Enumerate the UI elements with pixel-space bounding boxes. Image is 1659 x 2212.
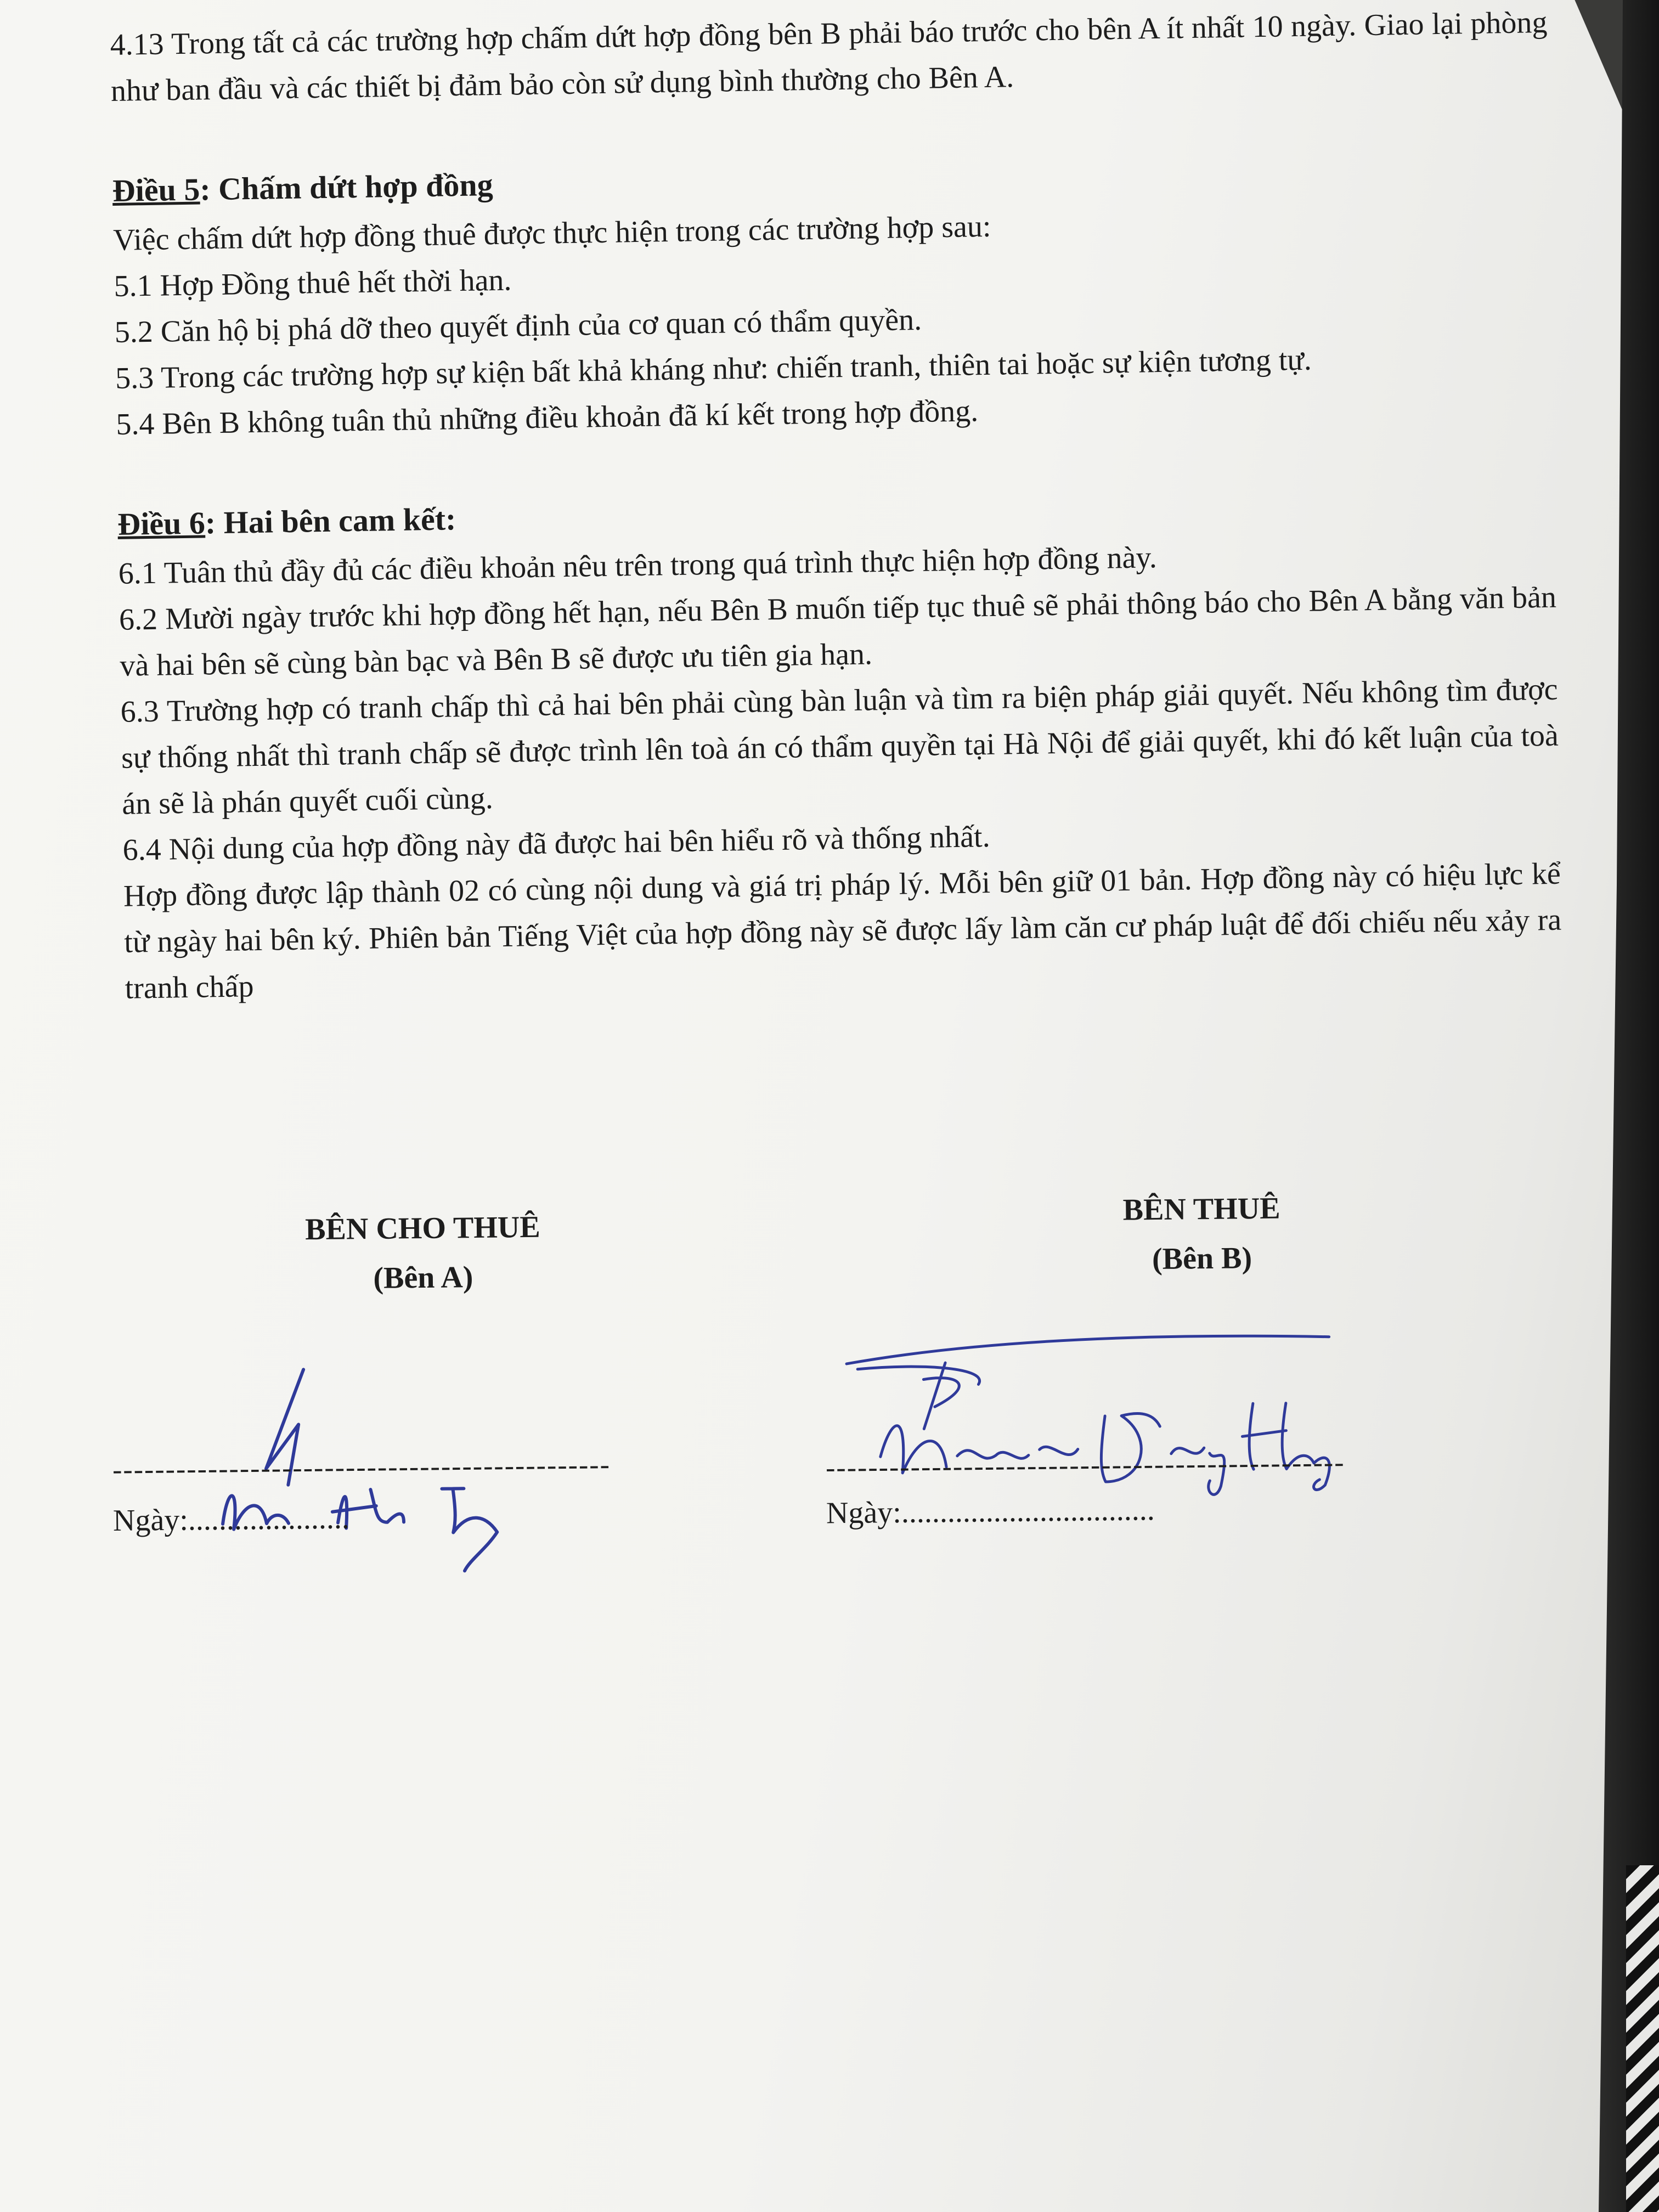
article-5-title: : Chấm dứt hợp đồng [199,167,494,207]
clause-6-3: 6.3 Trường hợp có tranh chấp thì cả hai bên phải cùng bàn luận và tìm ra biện pháp giải quyết. Nếu không tìm được sự thống nhất thì tranh chấp sẽ được trình lên toà án có thẩm quyền tại Hà Nội để giải quyết, khi đó kết luận của toà án sẽ là phán quyết cuối cùng. [120,672,1559,821]
lessor-signature-line: ----------------------------------------------- [112,1449,611,1486]
lessee-date: Ngày:................................. [826,1493,1155,1531]
article-5-number: Điều 5 [112,171,200,208]
clause-6-1: 6.1 Tuân thủ đầy đủ các điều khoản nêu trên trong quá trình thực hiện hợp đồng này. [118,540,1158,591]
clause-6-2: 6.2 Mười ngày trước khi hợp đồng hết hạn, nếu Bên B muốn tiếp tục thuê sẽ phải thông báo cho Bên A bằng văn bản và hai bên sẽ cùng bàn bạc và Bên B sẽ được ưu tiên gia hạn. [119,580,1557,683]
lessor-signature [155,1300,651,1579]
lessee-signature-line: ------------------------------------------------- [825,1447,1345,1484]
lessor-title: BÊN CHO THUÊ [304,1210,540,1247]
closing-paragraph: Hợp đồng được lập thành 02 có cùng nội dung và giá trị pháp lý. Mỗi bên giữ 01 bản. Hợp đồng này có hiệu lực kể từ ngày hai bên ký. Phiên bản Tiếng Việt của hợp đồng này sẽ được lấy làm căn cư pháp luật để đối chiếu nếu xảy ra tranh chấp [123,856,1562,1006]
article-6-title: : Hai bên cam kết: [205,501,456,541]
clause-6-4: 6.4 Nội dung của hợp đồng này đã được hai bên hiểu rõ và thống nhất. [122,819,991,867]
clause-5-3: 5.3 Trong các trường hợp sự kiện bất khả kháng như: chiến tranh, thiên tai hoặc sự kiện tương tự. [115,342,1312,396]
article-5-intro: Việc chấm dứt hợp đồng thuê được thực hiện trong các trường hợp sau: [112,209,991,257]
lessee-subtitle: (Bên B) [1152,1241,1252,1277]
clause-5-2: 5.2 Căn hộ bị phá dỡ theo quyết định của cơ quan có thẩm quyền. [114,302,922,349]
lessee-title: BÊN THUÊ [1122,1191,1280,1227]
contract-text [110,0,1562,1012]
background-pattern [1626,1865,1659,2212]
lessor-subtitle: (Bên A) [373,1260,473,1295]
clause-5-1: 5.1 Hợp Đồng thuê hết thời hạn. [114,263,512,303]
article-6-number: Điều 6 [117,505,206,542]
lessor-block [252,1202,594,1304]
clause-5-4: 5.4 Bên B không tuân thủ những điều khoản đã kí kết trong hợp đồng. [116,394,979,442]
lessee-block [1031,1183,1373,1285]
clause-4-13: 4.13 Trong tất cả các trường hợp chấm dứt hợp đồng bên B phải báo trước cho bên A ít nhất 10 ngày. Giao lại phòng như ban đầu và các thiết bị đảm bảo còn sử dụng bình thường cho Bên A. [110,5,1548,108]
lessor-date: Ngày:..................... [112,1501,350,1538]
